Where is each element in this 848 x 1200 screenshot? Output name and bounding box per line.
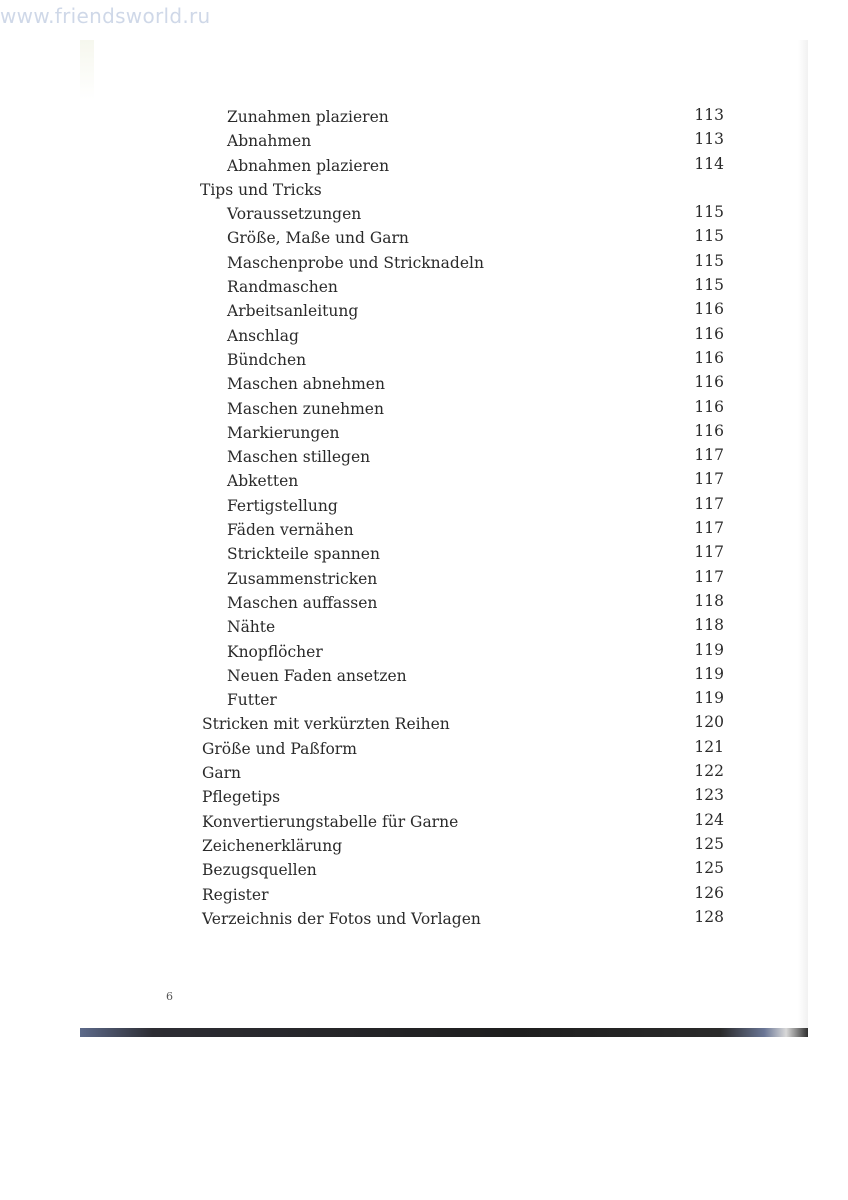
toc-entry [0,494,848,518]
toc-entry-label: Arbeitsanleitung [227,302,359,321]
toc-entry-label: Knopflöcher [227,642,323,661]
toc-entry [0,615,848,639]
toc-entry-page: 117 [694,470,724,489]
toc-entry-label: Maschen stillegen [227,448,371,467]
toc-entry-page: 115 [694,251,724,270]
toc-entry [0,567,848,591]
toc-entry [0,251,848,275]
toc-entry [0,518,848,542]
toc-entry-label: Größe und Paßform [202,739,357,758]
toc-entry-page: 128 [694,907,724,926]
toc-entry-label: Maschen zunehmen [227,399,384,418]
toc-entry [0,421,848,445]
toc-entry-page: 118 [694,591,724,610]
toc-entry [0,105,848,129]
toc-entry-label: Tips und Tricks [200,180,322,199]
toc-entry-page: 114 [694,154,724,173]
toc-entry-page: 116 [694,324,724,343]
toc-entry [0,834,848,858]
toc-entry-page: 115 [694,276,724,295]
toc-entry-label: Anschlag [227,326,299,345]
toc-entry [0,810,848,834]
toc-entry [0,761,848,785]
toc-entry-page: 116 [694,421,724,440]
toc-entry-label: Markierungen [227,423,340,442]
toc-entry-label: Maschen auffassen [227,593,378,612]
toc-entry [0,372,848,396]
toc-entry [0,785,848,809]
toc-entry-label: Futter [227,691,277,710]
toc-entry [0,202,848,226]
toc-entry [0,469,848,493]
toc-entry-page: 117 [694,446,724,465]
toc-entry [0,324,848,348]
toc-entry [0,397,848,421]
toc-entry-page: 117 [694,567,724,586]
toc-entry-page: 117 [694,519,724,538]
table-of-contents [0,105,848,931]
toc-entry-label: Verzeichnis der Fotos und Vorlagen [202,909,481,928]
toc-entry-page: 116 [694,348,724,367]
toc-entry-label: Garn [202,764,242,783]
toc-entry-page: 116 [694,300,724,319]
toc-entry-label: Maschenprobe und Stricknadeln [227,253,484,272]
toc-entry [0,640,848,664]
toc-entry [0,178,848,202]
toc-entry-page: 113 [694,130,724,149]
toc-entry-label: Register [202,885,269,904]
toc-entry [0,445,848,469]
toc-entry-page: 116 [694,373,724,392]
toc-entry [0,688,848,712]
toc-entry [0,299,848,323]
toc-entry-page: 119 [694,664,724,683]
toc-entry-label: Fertigstellung [227,496,338,515]
toc-entry-label: Stricken mit verkürzten Reihen [202,715,450,734]
toc-entry-label: Abketten [227,472,299,491]
toc-entry-label: Zunahmen plazieren [227,108,389,126]
toc-entry-label: Abnahmen [227,132,312,151]
toc-entry [0,858,848,882]
toc-entry [0,883,848,907]
toc-entry [0,712,848,736]
toc-entry-label: Randmaschen [227,278,338,297]
toc-entry-label: Zusammenstricken [227,569,378,588]
toc-entry-page: 119 [694,640,724,659]
toc-entry-page: 122 [694,762,724,781]
toc-entry-label: Abnahmen plazieren [227,156,390,175]
toc-entry-page: 115 [694,227,724,246]
toc-entry [0,348,848,372]
toc-entry-label: Pflegetips [202,788,281,807]
toc-entry-page: 113 [694,106,724,124]
watermark-url: www.friendsworld.ru [0,4,211,28]
toc-entry [0,129,848,153]
toc-entry-page: 123 [694,786,724,805]
toc-entry-page: 125 [694,859,724,878]
toc-entry-page: 125 [694,834,724,853]
toc-entry-label: Fäden vernähen [227,521,354,540]
toc-entry-label: Nähte [227,618,276,637]
toc-entry-page: 126 [694,883,724,902]
toc-entry-label: Größe, Maße und Garn [227,229,409,248]
toc-entry-page: 117 [694,543,724,562]
toc-entry-label: Strickteile spannen [227,545,380,564]
toc-entry-page: 124 [694,810,724,829]
scan-shadow [80,40,94,100]
toc-entry [0,226,848,250]
toc-entry-label: Bündchen [227,350,307,369]
toc-entry [0,664,848,688]
toc-entry-label: Maschen abnehmen [227,375,385,394]
toc-entry [0,542,848,566]
page-number: 6 [166,990,173,1003]
toc-entry [0,737,848,761]
toc-entry-page: 119 [694,689,724,708]
toc-entry-page: 121 [694,737,724,756]
toc-entry-page: 117 [694,494,724,513]
book-cover-edge [80,1028,808,1037]
toc-entry [0,154,848,178]
toc-entry-page: 118 [694,616,724,635]
toc-entry [0,907,848,931]
toc-entry-label: Voraussetzungen [227,205,362,224]
toc-entry-label: Neuen Faden ansetzen [227,666,407,685]
toc-entry [0,275,848,299]
toc-entry-page: 120 [694,713,724,732]
toc-entry-label: Konvertierungstabelle für Garne [202,812,459,831]
toc-entry-label: Zeichenerklärung [202,836,343,855]
toc-entry [0,591,848,615]
toc-entry-page: 115 [694,203,724,222]
toc-entry-label: Bezugsquellen [202,861,317,880]
toc-entry-page: 116 [694,397,724,416]
